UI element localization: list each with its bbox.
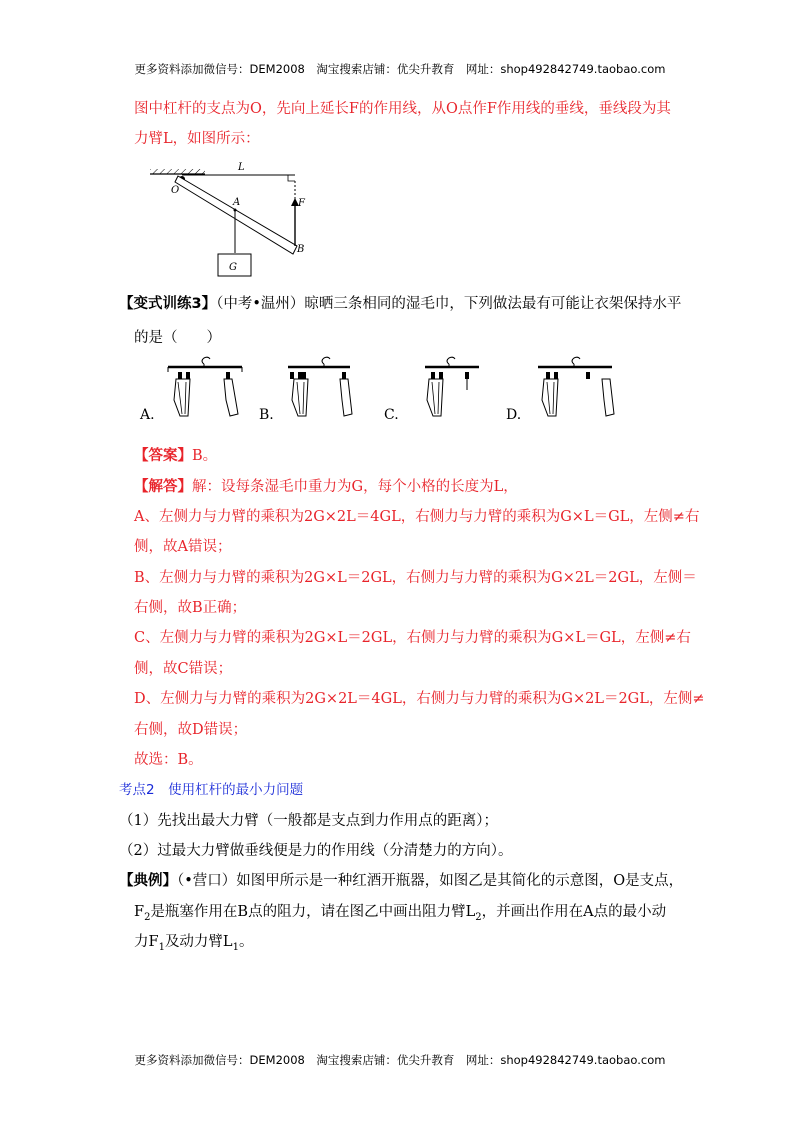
lever-bar [175,176,297,254]
hanger-options [160,350,640,425]
example-tag: 【典例】 [119,873,177,889]
exercise-text: （中考•温州）晾晒三条相同的湿毛巾，下列做法最有可能让衣架保持水平 [216,296,682,312]
page-header: 更多资料添加微信号：DEM2008 淘宝搜索店铺：优尖升教育 网址：shop492842749.taobao.com [134,62,666,76]
option-b-label: B. [259,407,274,423]
example-l3-b: 及动力臂L [164,934,233,950]
solution-line-5: C、左侧力与力臂的乘积为2G×L＝2GL，右侧力与力臂的乘积为G×L＝GL，左侧≠右 [134,630,691,646]
example-l2-sub1: 2 [144,911,151,923]
label-f: F [298,198,305,209]
page-footer: 更多资料添加微信号：DEM2008 淘宝搜索店铺：优尖升教育 网址：shop492842749.taobao.com [134,1053,666,1067]
solution-line-7: D、左侧力与力臂的乘积为2G×2L＝4GL，右侧力与力臂的乘积为G×2L＝2GL，左侧≠ [134,691,705,707]
example-l3-c: 。 [238,934,254,950]
example-l2-sub2: 2 [475,911,482,923]
answer-line [134,446,217,466]
step-1: （1）先找出最大力臂（一般都是支点到力作用点的距离）； [119,813,498,829]
example-line-3 [134,932,253,958]
answer-text: B。 [192,448,218,464]
intro-line-1: 图中杠杆的支点为O，先向上延长F的作用线，从O点作F作用线的垂线，垂线段为其 [134,101,671,117]
example-l2-c: ，并画出作用在A点的最小动 [481,904,667,920]
example-text-1: （•营口）如图甲所示是一种红酒开瓶器，如图乙是其简化的示意图，O是支点， [177,873,684,889]
exercise-line-1 [119,294,681,314]
option-a-label: A. [140,407,155,423]
solution-intro [134,477,518,497]
hanger-b [288,357,352,416]
lever-diagram [145,160,315,280]
step-2: （2）过最大力臂做垂线便是力的作用线（分清楚力的方向）。 [119,843,513,859]
hanger-d [538,357,614,416]
right-angle-mark [288,175,295,181]
point-a [234,209,237,212]
label-b: B [297,244,305,255]
exercise-line-2: 的是（ ） [134,330,221,346]
exercise-tag: 【变式训练3】 [119,296,217,312]
example-l2-b: 是瓶塞作用在B点的阻力，请在图乙中画出阻力臂L [150,904,476,920]
label-g: G [229,262,237,273]
solution-line-6: 侧，故C错误； [134,661,233,677]
solution-line-1: A、左侧力与力臂的乘积为2G×2L＝4GL，右侧力与力臂的乘积为G×L＝GL，左侧≠右 [134,509,700,525]
solution-line-2: 侧，故A错误； [134,539,232,555]
hanger-a [168,357,242,416]
solution-line-9: 故选：B。 [134,752,203,768]
solution-line-4: 右侧，故B正确； [134,600,247,616]
intro-line-2: 力臂L，如图所示： [134,131,260,147]
solution-line-3: B、左侧力与力臂的乘积为2G×L＝2GL，右侧力与力臂的乘积为G×2L＝2GL，左侧＝ [134,570,697,586]
kaodian-title: 考点2 使用杠杆的最小力问题 [119,782,304,798]
example-l3-sub1: 1 [158,941,165,953]
label-a: A [233,197,241,208]
example-l2-a: F [134,904,145,920]
example-l3-a: 力F [134,934,159,950]
wall-hatch [150,169,205,174]
solution-text: 解：设每条湿毛巾重力为G，每个小格的长度为L， [192,479,518,495]
label-o: O [171,185,180,196]
solution-line-8: 右侧，故D错误； [134,722,248,738]
answer-tag: 【答案】 [134,448,192,464]
example-line-1 [119,871,683,891]
solution-tag: 【解答】 [134,479,192,495]
hanger-c [425,357,479,416]
example-line-2 [134,902,666,928]
option-c-label: C. [384,407,399,423]
example-l3-sub2: 1 [232,941,239,953]
label-l: L [238,162,245,173]
option-d-label: D. [506,407,522,423]
